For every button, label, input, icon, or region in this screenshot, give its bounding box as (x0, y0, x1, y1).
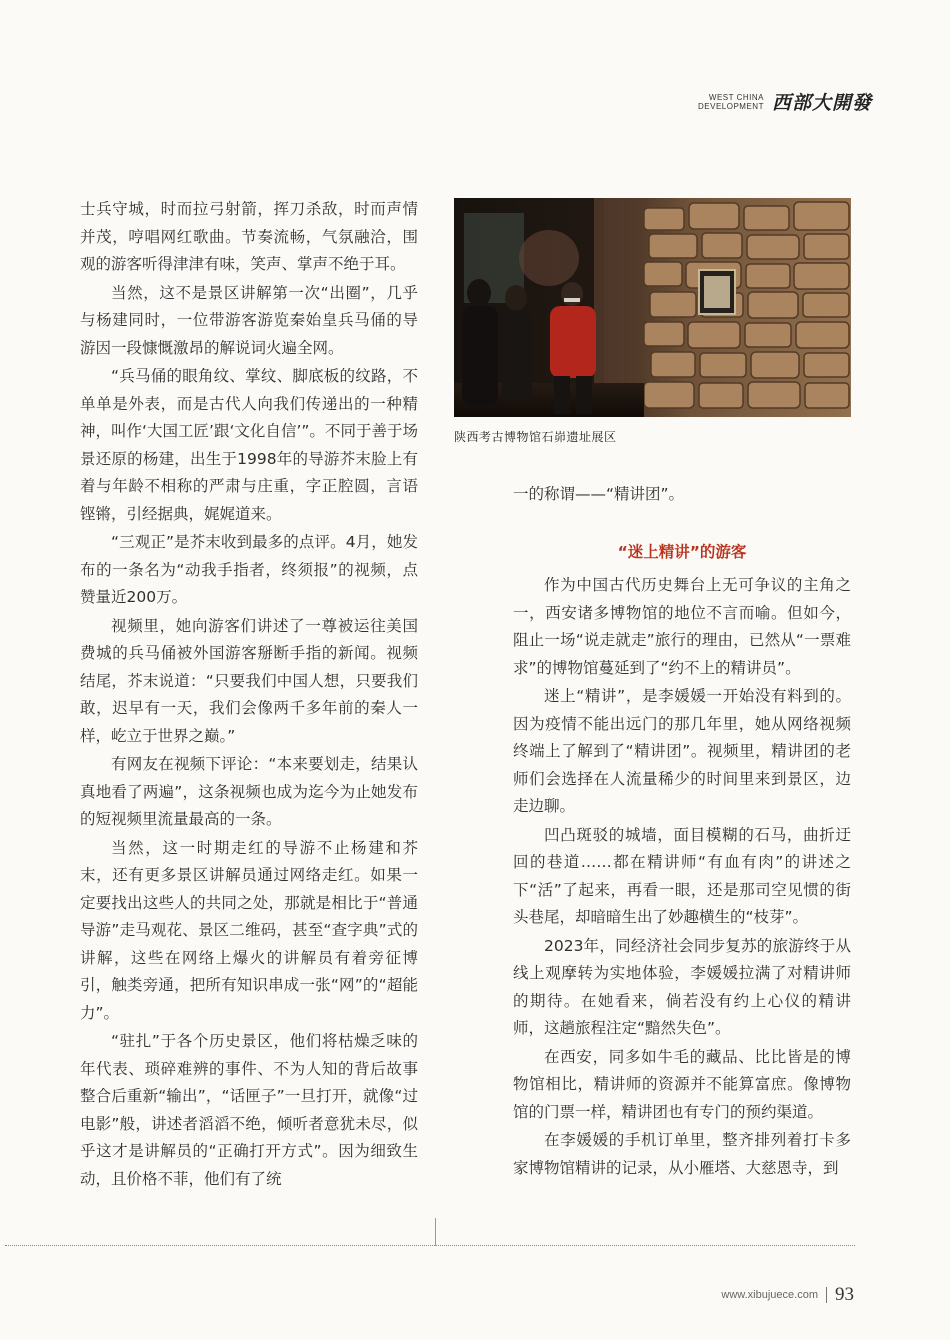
section-heading: “迷上精讲”的游客 (617, 542, 747, 561)
masthead-en-line2: DEVELOPMENT (698, 101, 764, 111)
masthead-english (698, 93, 764, 111)
paragraph: 当然，这不是景区讲解第一次“出圈”，几乎与杨建同时，一位带游客游览秦始皇兵马俑的导游因一段慷慨激昂的解说词火遍全网。 (80, 283, 418, 357)
paragraph: 作为中国古代历史舞台上无可争议的主角之一，西安诸多博物馆的地位不言而喻。但如今，阻止一场“说走就走”旅行的理由，已然从“一票难求”的博物馆蔓延到了“约不上的精讲员”。 (513, 576, 851, 677)
paragraph: “驻扎”于各个历史景区，他们将枯燥乏味的年代表、琐碎难辨的事件、不为人知的背后故事整合后重新“输出”，“话匣子”一旦打开，就像“过电影”般，讲述者滔滔不绝，倾听者意犹未尽，似乎这才是讲解员的“正确打开方式”。因为细致生动，且价格不菲，他们有了统 (80, 1032, 418, 1188)
paragraph: 迷上“精讲”，是李媛媛一开始没有料到的。因为疫情不能出远门的那几年里，她从网络视频终端上了解到了“精讲团”。视频里，精讲团的老师们会选择在人流量稀少的时间里来到景区，边走边聊。 (513, 687, 851, 815)
photo-caption: 陕西考古博物馆石峁遗址展区 (454, 430, 617, 444)
page-footer (721, 1284, 854, 1306)
paragraph: 凹凸斑驳的城墙，面目模糊的石马，曲折迂回的巷道……都在精讲师“有血有肉”的讲述之下“活”了起来，再看一眼，还是那司空见惯的街头巷尾，却暗暗生出了妙趣横生的“枝芽”。 (513, 825, 851, 926)
paragraph: 士兵守城，时而拉弓射箭，挥刀杀敌，时而声情并茂，哼唱网红歌曲。节奏流畅，气氛融洽，围观的游客听得津津有味，笑声、掌声不绝于耳。 (80, 200, 418, 273)
paragraph: 在西安，同多如牛毛的藏品、比比皆是的博物馆相比，精讲师的资源并不能算富庶。像博物馆的门票一样，精讲团也有专门的预约渠道。 (513, 1047, 851, 1121)
footer-divider (5, 1245, 855, 1246)
masthead-en-line1: WEST CHINA (708, 92, 764, 102)
paragraph: “兵马俑的眼角纹、掌纹、脚底板的纹路，不单单是外表，而是古代人向我们传递出的一种精神，叫作‘大国工匠’跟‘文化自信’”。不同于善于场景还原的杨建，出生于1998年的导游芥末脸上有着与年龄不相称的严肃与庄重，字正腔圆，言语铿锵，引经据典，娓娓道来。 (80, 367, 418, 523)
page-number: 93 (835, 1284, 854, 1305)
museum-photo (454, 198, 851, 417)
masthead (698, 88, 872, 115)
website-url: www.xibujuece.com (721, 1289, 818, 1301)
paragraph: 2023年，同经济社会同步复苏的旅游终于从线上观摩转为实地体验，李媛媛拉满了对精讲师的期待。在她看来，倘若没有约上心仪的精讲师，这趟旅程注定“黯然失色”。 (513, 936, 851, 1037)
paragraph: 一的称谓——“精讲团”。 (513, 485, 685, 503)
museum-photo-image (454, 198, 851, 417)
paragraph: 视频里，她向游客们讲述了一尊被运往美国费城的兵马俑被外国游客掰断手指的新闻。视频结尾，芥末说道：“只要我们中国人想，只要我们敢，迟早有一天，我们会像两千多年前的秦人一样，屹立于世界之巅。” (80, 616, 418, 745)
right-column (513, 481, 851, 1183)
column-rule (435, 1218, 436, 1246)
paragraph: 有网友在视频下评论：“本来要划走，结果认真地看了两遍”，这条视频也成为迄今为止她发布的短视频里流量最高的一条。 (80, 755, 418, 828)
footer-separator (826, 1287, 827, 1303)
left-column (80, 196, 418, 1194)
masthead-logo: 西部大開發 (771, 92, 872, 114)
paragraph: 当然，这一时期走红的导游不止杨建和芥末，还有更多景区讲解员通过网络走红。如果一定要找出这些人的共同之处，那就是相比于“普通导游”走马观花、景区二维码，甚至“查字典”式的讲解，这些在网络上爆火的讲解员有着旁征博引，触类旁通，把所有知识串成一张“网”的“超能力”。 (80, 838, 418, 1022)
paragraph: 在李媛媛的手机订单里，整齐排列着打卡多家博物馆精讲的记录，从小雁塔、大慈恩寺，到 (513, 1131, 851, 1177)
paragraph: “三观正”是芥末收到最多的点评。4月，她发布的一条名为“动我手指者，终须报”的视频，点赞量近200万。 (80, 533, 418, 606)
